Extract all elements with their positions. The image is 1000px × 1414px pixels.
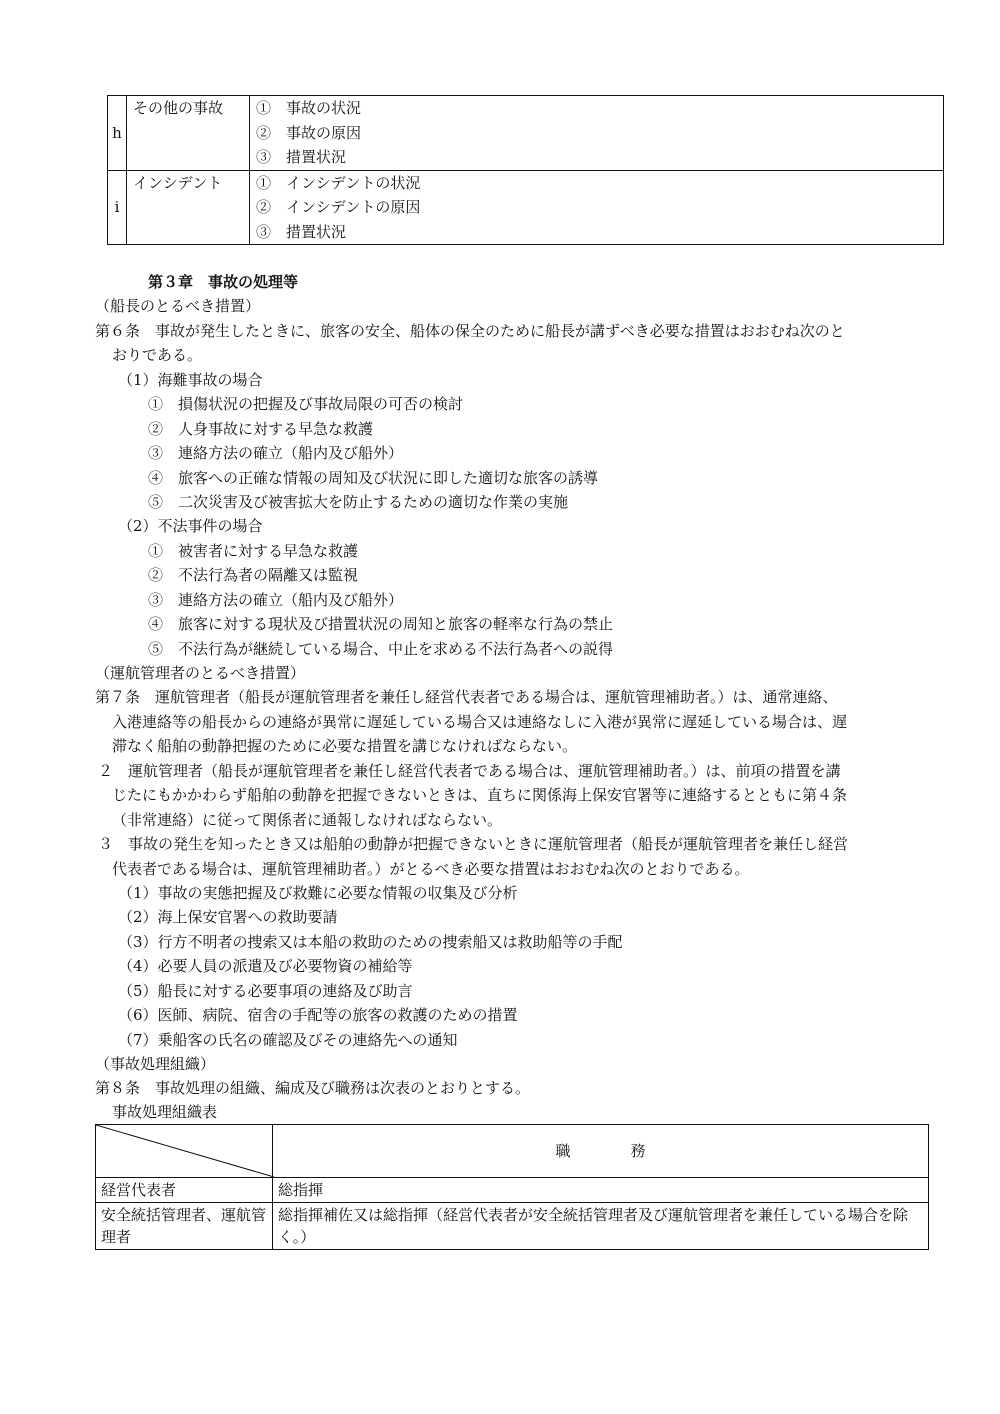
chapter-title: 第３章 事故の処理等 <box>148 273 299 291</box>
article-text: 第７条 運航管理者（船長が運航管理者を兼任し経営代表者である場合は、運航管理補助者。）は、通常連絡、 <box>95 688 838 706</box>
row-category: インシデント <box>127 170 250 245</box>
list-item: （2）海上保安官署への救助要請 <box>118 908 338 926</box>
article-text: （非常連絡）に従って関係者に通報しなければならない。 <box>112 811 503 829</box>
list-item: ③ 連絡方法の確立（船内及び船外） <box>148 444 404 462</box>
diagonal-header-cell <box>96 1125 273 1178</box>
diagonal-line <box>96 1125 274 1177</box>
list-item: ③ 措置状況 <box>256 148 347 166</box>
row-items <box>250 170 944 245</box>
duty-header: 職 務 <box>273 1125 929 1178</box>
list-item: ④ 旅客に対する現状及び措置状況の周知と旅客の軽率な行為の禁止 <box>148 615 614 633</box>
duty-cell: 総指揮 <box>273 1178 929 1203</box>
article-text: ３ 事故の発生を知ったとき又は船舶の動静が把握できないときに運航管理者（船長が運航管理者を兼任し経営 <box>98 835 849 853</box>
article-text: 第８条 事故処理の組織、編成及び職務は次表のとおりとする。 <box>95 1079 531 1097</box>
list-item: ② 不法行為者の隔離又は監視 <box>148 566 359 584</box>
list-item: ② 人身事故に対する早急な救護 <box>148 420 374 438</box>
article-text: 代表者である場合は、運航管理補助者。）がとるべき必要な措置はおおむね次のとおりである。 <box>112 860 750 878</box>
list-item: ③ 連絡方法の確立（船内及び船外） <box>148 591 404 609</box>
table-row <box>108 170 944 245</box>
duty-cell: 総指揮補佐又は総指揮（経営代表者が安全統括管理者及び運航管理者を兼任している場合を除く。） <box>273 1203 929 1250</box>
article-text: 滞なく船舶の動静把握のために必要な措置を講じなければならない。 <box>112 737 578 755</box>
list-item: ② インシデントの原因 <box>256 198 421 216</box>
table-row <box>96 1203 929 1250</box>
article-text: 第６条 事故が発生したときに、旅客の安全、船体の保全のために船長が講ずべき必要な措置はおおむね次のと <box>95 322 845 340</box>
list-item: （7）乗船客の氏名の確認及びその連絡先への通知 <box>118 1031 458 1049</box>
article-heading: （事故処理組織） <box>95 1055 216 1073</box>
list-item: ⑤ 二次災害及び被害拡大を防止するための適切な作業の実施 <box>148 493 569 511</box>
list-item: （3）行方不明者の捜索又は本船の救助のための捜索船又は救助船等の手配 <box>118 933 623 951</box>
list-item: ④ 旅客への正確な情報の周知及び状況に即した適切な旅客の誘導 <box>148 469 599 487</box>
list-item: ③ 措置状況 <box>256 222 347 241</box>
table-row <box>108 96 944 171</box>
row-id: i <box>108 170 127 245</box>
table-caption: 事故処理組織表 <box>112 1103 218 1121</box>
list-item: ② 事故の原因 <box>256 123 362 142</box>
list-item: ① インシデントの状況 <box>256 173 421 192</box>
row-id: h <box>108 96 127 171</box>
article-heading: （船長のとるべき措置） <box>95 297 261 315</box>
article-text: 入港連絡等の船長からの連絡が異常に遅延している場合又は連絡なしに入港が異常に遅延している場合は、遅 <box>112 713 848 731</box>
role-cell: 安全統括管理者、運航管理者 <box>96 1203 273 1250</box>
list-item: （6）医師、病院、宿舎の手配等の旅客の救護のための措置 <box>118 1006 518 1024</box>
list-item: （1）事故の実態把握及び救難に必要な情報の収集及び分析 <box>118 884 518 902</box>
table-row <box>96 1178 929 1203</box>
list-item: ⑤ 不法行為が継続している場合、中止を求める不法行為者への説得 <box>148 640 614 658</box>
accident-report-table <box>107 95 944 245</box>
accident-organization-table <box>95 1124 929 1250</box>
role-cell: 経営代表者 <box>96 1178 273 1203</box>
article-heading: （運航管理者のとるべき措置） <box>95 664 306 682</box>
row-category: その他の事故 <box>127 96 250 171</box>
list-item: ① 事故の状況 <box>256 99 362 117</box>
sub-heading: （1）海難事故の場合 <box>118 371 263 389</box>
article-text: おりである。 <box>112 346 203 364</box>
row-items <box>250 96 944 171</box>
sub-heading: （2）不法事件の場合 <box>118 517 263 535</box>
list-item: （4）必要人員の派遣及び必要物資の補給等 <box>118 957 413 975</box>
article-text: ２ 運航管理者（船長が運航管理者を兼任し経営代表者である場合は、運航管理補助者。）は、前項の措置を講 <box>98 762 841 780</box>
article-text: じたにもかかわらず船舶の動静を把握できないときは、直ちに関係海上保安官署等に連絡するとともに第４条 <box>112 786 848 804</box>
list-item: ① 損傷状況の把握及び事故局限の可否の検討 <box>148 395 464 413</box>
list-item: ① 被害者に対する早急な救護 <box>148 542 359 560</box>
table-header-row <box>96 1125 929 1178</box>
list-item: （5）船長に対する必要事項の連絡及び助言 <box>118 982 413 1000</box>
